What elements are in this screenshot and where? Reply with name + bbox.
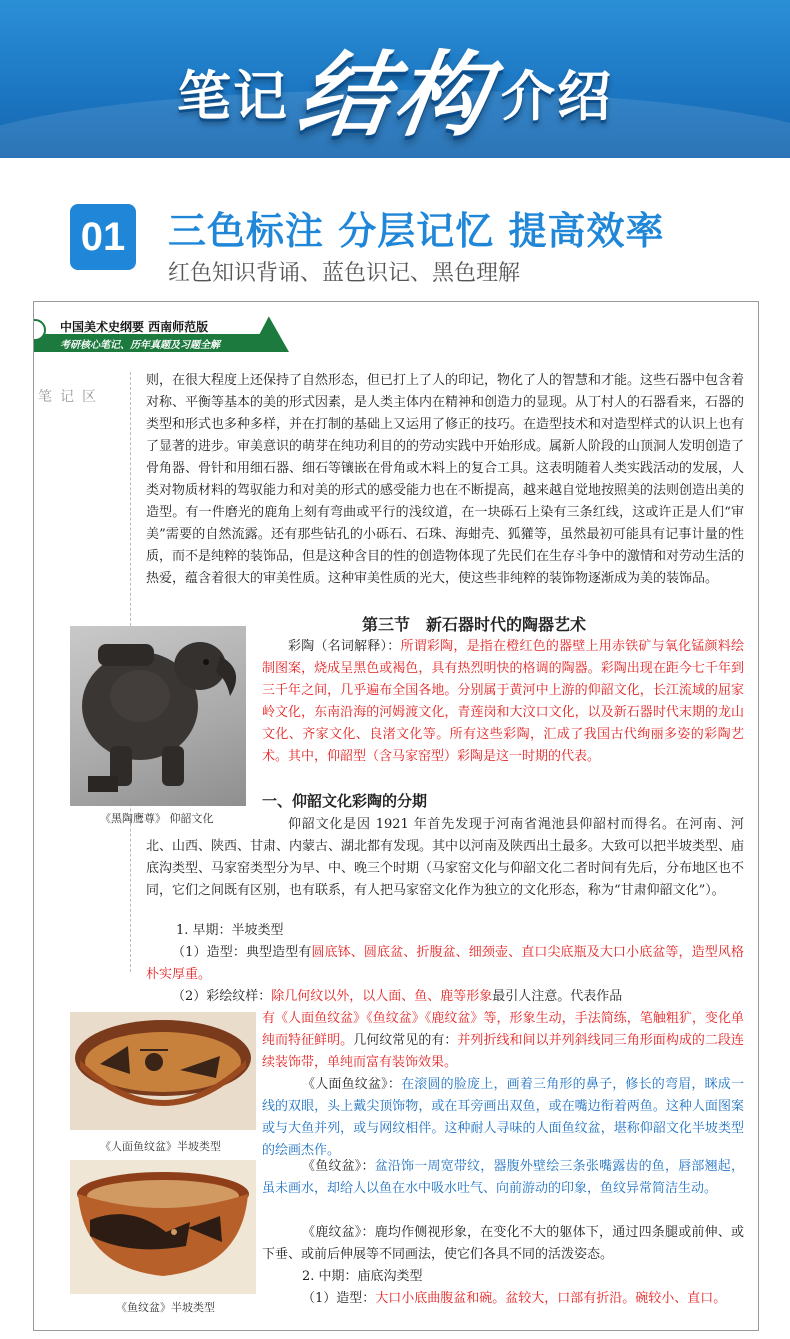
caitao-definition — [262, 636, 744, 768]
caihui-red-3: 并列折线和间以并列斜线同三角形面构成的二段连续装饰带，单纯而富有装饰效果。 — [262, 1033, 744, 1070]
caihui-red-1: 除几何纹以外，以人面、鱼、鹿等形象 — [271, 989, 493, 1004]
caihui-continuation — [262, 1008, 744, 1074]
luwen-lead: 《鹿纹盆》： — [302, 1225, 375, 1240]
section-title: 三色标注 分层记忆 提高效率 — [168, 209, 665, 253]
luwen-description — [262, 1222, 744, 1266]
zaoxing-red: 圆底钵、圆底盆、折腹盆、细颈壶、直口尖底瓶及大口小底盆等，造型风格朴实厚重。 — [146, 945, 744, 982]
yangshao-paragraph: 仰韶文化是因 1921 年首先发现于河南省渑池县仰韶村而得名。在河南、河北、山西、陕西、甘肃、内蒙古、湖北都有发现。其中以河南及陕西出土最多。大致可以把半坡类型、庙底沟类型、马家窑类型分为早、中、晚三个时期（马家窑文化与仰韶文化二者时间有先后，分布地区也不同，它们之间既有区别，也有联系，有人把马家窑文化作为独立的文化形态，称为“甘肃仰韶文化”）。 — [146, 817, 745, 898]
subsection-yangshao-title: 一、仰韶文化彩陶的分期 — [262, 792, 428, 810]
yuwen-description — [262, 1156, 744, 1200]
renmian-description — [262, 1074, 744, 1162]
yuwen-lead: 《鱼纹盆》： — [302, 1159, 375, 1174]
luwen-black: 鹿均作侧视形象，在变化不大的躯体下，通过四条腿或前伸、或下垂、或前后伸展等不同画法，使它们各具不同的活泼姿态。 — [262, 1225, 744, 1262]
section-heading — [70, 200, 770, 290]
book-page — [33, 301, 759, 1331]
section3-title: 第三节 新石器时代的陶器艺术 — [362, 615, 587, 634]
caihui-red-2: 有《人面鱼纹盆》《鱼纹盆》《鹿纹盆》等，形象生动，手法简练，笔触粗犷，变化单纯而特征鲜明。 — [262, 1011, 744, 1048]
yuwen-bowl-illustration — [70, 1160, 256, 1294]
renmian-lead: 《人面鱼纹盆》： — [302, 1077, 402, 1092]
header-banner — [0, 0, 790, 158]
mid-zaoxing-paragraph — [262, 1288, 744, 1310]
mid-period-title: 2. 中期：庙底沟类型 — [302, 1269, 423, 1284]
banner-word-3: 介绍 — [501, 65, 613, 128]
caihui-lead-line — [146, 986, 744, 1008]
caitao-red-text: 所谓彩陶，是指在橙红色的器壁上用赤铁矿与氧化锰颜料绘制图案，烧成呈黑色或褐色，具有热烈明快的格调的陶器。彩陶出现在距今七千年到三千年之间，几乎遍布全国各地。分别属于黄河中上游的仰韶文化，长江流域的屈家岭文化，东南沿海的河姆渡文化，青莲岗和大汶口文化，以及新石器时代末期的龙山文化、齐家文化、良渚文化等。所有这些彩陶，汇成了我国古代绚丽多姿的彩陶艺术。其中，仰韶型（含马家窑型）彩陶是这一时期的代表。 — [262, 639, 744, 764]
black-pottery-eagle-photo — [70, 626, 246, 806]
intro-paragraph: 则，在很大程度上还保持了自然形态，但已打上了人的印记，物化了人的智慧和才能。这些石器中包含着对称、平衡等基本的美的形式因素，是人类主体内在精神和创造力的显现。从丁村人的石器看来，石器的类型和形式也多种多样，并在打制的基础上又运用了修正的技巧。在造型技术和对造型样式的认识上也有了显著的进步。审美意识的萌芽在纯功利目的的劳动实践中开始形成。属新人阶段的山顶洞人发明创造了骨角器、骨针和用细石器、细石等镶嵌在骨角或木料上的复合工具。这表明随着人类实践活动的发展，人类对物质材料的驾驭能力和对美的形式的感受能力也在不断提高，越来越自觉地按照美的法则创造出美的造型。有一件磨光的鹿角上刻有弯曲或平行的浅纹道，在一块砾石上染有三条红线，这或许正是人们“审美”需要的自然流露。还有那些钻孔的小砾石、石珠、海蚶壳、狐獾等，虽然最初可能具有记事计量的性质，而不是纯粹的装饰品，但是这种含目的性的创造物体现了先民们在生存斗争中的激情和对劳动生活的热爱，蕴含着很大的审美性质。这种审美性质的光大，使这些非纯粹的装饰物逐渐成为美的装饰品。 — [146, 373, 745, 586]
notes-area-label: 笔记区 — [38, 389, 104, 405]
caitao-lead: 彩陶（名词解释）： — [288, 639, 401, 654]
banner-title — [0, 22, 790, 149]
early-zaoxing-paragraph — [146, 942, 744, 986]
renmian-bowl-photo — [70, 1012, 256, 1130]
banner-word-2: 结构 — [291, 42, 499, 149]
eagle-caption: 《黑陶鹰尊》 仰韶文化 — [100, 812, 214, 825]
section-number-badge: 01 — [70, 204, 136, 270]
yuwen-bowl-photo — [70, 1160, 256, 1294]
renmian-bowl-illustration — [70, 1012, 256, 1130]
zaoxing-lead: （1）造型： — [172, 945, 246, 960]
banner-word-1: 笔记 — [176, 65, 289, 128]
mid-zaoxing-red: 大口小底曲腹盆和碗。盆较大，口部有折沿。碗较小、直口。 — [375, 1291, 727, 1306]
caihui-black-1: 最引人注意。代表作品 — [492, 989, 623, 1004]
caihui-black-2: 几何纹常见的有： — [353, 1033, 458, 1048]
zaoxing-black: 典型造型有 — [245, 945, 312, 960]
section-subtitle: 红色知识背诵、蓝色识记、黑色理解 — [168, 261, 521, 286]
page-header-title: 中国美术史纲要 西南师范版 — [60, 320, 209, 334]
renmian-blue: 在滚圆的脸庞上，画着三角形的鼻子，修长的弯眉，眯成一线的双眼，头上戴尖顶饰物，或在耳旁画出双鱼，或在嘴边衔着两鱼。这种人面图案或与大鱼并列，或与网纹相伴。这种耐人寻味的人面鱼纹盆，堪称仰韶文化半坡类型的绘画杰作。 — [262, 1077, 744, 1158]
renmian-caption: 《人面鱼纹盆》半坡类型 — [100, 1140, 221, 1153]
yuwen-caption: 《鱼纹盆》半坡类型 — [116, 1301, 215, 1314]
early-period-title: 1. 早期：半坡类型 — [176, 923, 284, 938]
eagle-vessel-illustration — [70, 626, 246, 806]
yuwen-blue: 盆沿饰一周宽带纹，器腹外壁绘三条张嘴露齿的鱼，唇部翘起，虽未画水，却给人以鱼在水中吸水吐气、向前游动的印象，鱼纹异常简洁生动。 — [262, 1159, 744, 1196]
page-header-subtitle: 考研核心笔记、历年真题及习题全解 — [60, 340, 220, 351]
mid-zaoxing-lead: （1）造型： — [302, 1291, 376, 1306]
page-header — [34, 316, 334, 354]
caihui-lead: （2）彩绘纹样： — [172, 989, 272, 1004]
